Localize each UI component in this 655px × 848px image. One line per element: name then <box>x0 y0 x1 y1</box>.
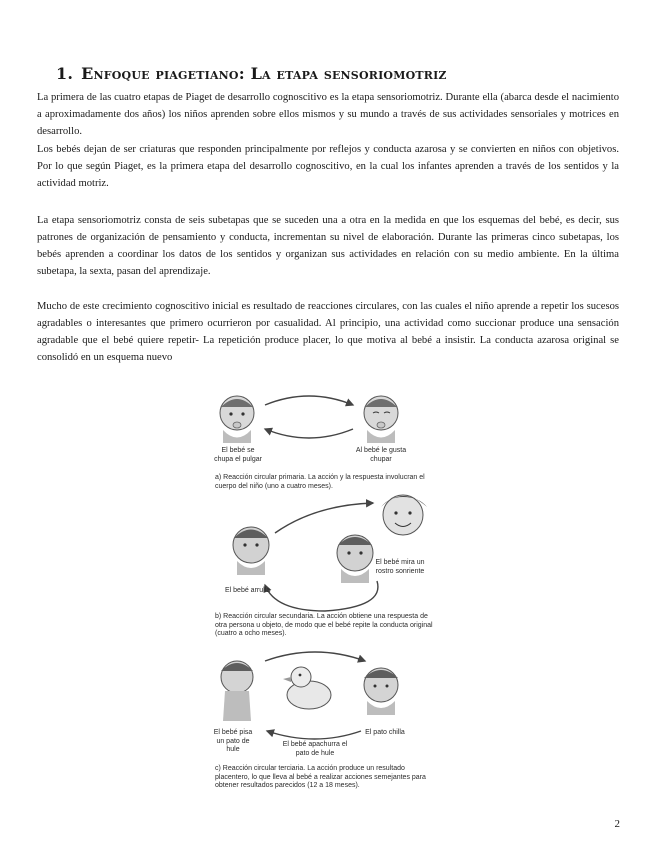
paragraph: Mucho de este crecimiento cognoscitivo inicial es resultado de reacciones circulares, con las cuales el niño aprende a repetir los sucesos agradables o interesantes que primero ocurrieron por casualidad. Al principio, una actividad como succionar produce una sensación agradable que el bebé quiere repetir- La repetición produce placer, lo que motiva al bebé a insistir. La conducta azarosa original se consolidó en un esquema nuevo <box>37 301 619 363</box>
rubber-duck-drawing <box>283 667 331 709</box>
baby-sucking-thumb-drawing <box>220 396 254 443</box>
section-title: Enfoque piagetiano: La etapa sensoriomotriz <box>81 64 447 83</box>
baby-stepping-drawing <box>221 661 253 721</box>
section-number: 1. <box>56 64 74 83</box>
caption-baby-coos: El bebé arrulla <box>225 587 271 594</box>
caption-tertiary-reaction: c) Reacción circular terciaria. La acción produce un resultado placentero, lo que lleva al bebé a realizar acciones semejantes para obtener resultados parecidos (12 a 18 meses). <box>215 765 426 789</box>
baby-enjoying-sucking-drawing <box>364 396 398 443</box>
caption-baby-steps-duck: El bebé pisa un pato de hule <box>213 729 253 753</box>
paragraph: La etapa sensoriomotriz consta de seis subetapas que se suceden una a otra en la medida en que los esquemas del bebé, es decir, sus patrones de organización de pensamiento y conducta, incrementan su nivel de elaboración. Durante las primeras cinco subetapas, los bebés aprenden a coordinar los datos de los sentidos y organizan sus actividades en relación con su medio ambiente. En la última subetapa, la sexta, pasan del aprendizaje. <box>37 215 619 277</box>
baby-looking-drawing <box>337 535 373 583</box>
caption-secondary-reaction: b) Reacción circular secundaria. La acción obtiene una respuesta de otra persona u objeto, de modo que el bebé repite la conducta original (cuatro a ocho meses). <box>215 613 433 637</box>
caption-primary-reaction: a) Reacción circular primaria. La acción y la respuesta involucran el cuerpo del niño (uno a cuatro meses). <box>215 474 425 490</box>
smiling-adult-face-drawing <box>381 495 427 535</box>
caption-baby-sucks-thumb: El bebé se chupa el pulgar <box>214 447 262 463</box>
baby-squeezing-drawing <box>364 668 398 715</box>
baby-cooing-drawing <box>233 527 269 575</box>
paragraph: La primera de las cuatro etapas de Piaget de desarrollo cognoscitivo es la etapa sensoriomotriz. Durante ella (abarca desde el nacimiento a aproximadamente dos años) los niños aprenden sobre ellos mismos y su mundo a través de sus actividades sensoriales y motrices en desarrollo. <box>37 92 619 137</box>
circular-reactions-figure <box>205 385 445 801</box>
paragraph: Los bebés dejan de ser criaturas que responden principalmente por reflejos y conducta azarosa y se convierten en niños con objetivos. Por lo que según Piaget, es la primera etapa del desarrollo cognoscitivo, en la cual los infantes aprenden a través de los sentidos y la actividad motriz. <box>37 144 619 189</box>
section-heading <box>56 64 447 83</box>
caption-baby-looks-face: El bebé mira un rostro sonriente <box>375 559 425 575</box>
page-number: 2 <box>614 818 620 830</box>
caption-baby-squeezes-duck: El bebé apachurra el pato de hule <box>282 741 348 757</box>
caption-duck-squeaks: El pato chilla <box>365 729 405 736</box>
caption-baby-likes-sucking: Al bebé le gusta chupar <box>355 447 407 463</box>
